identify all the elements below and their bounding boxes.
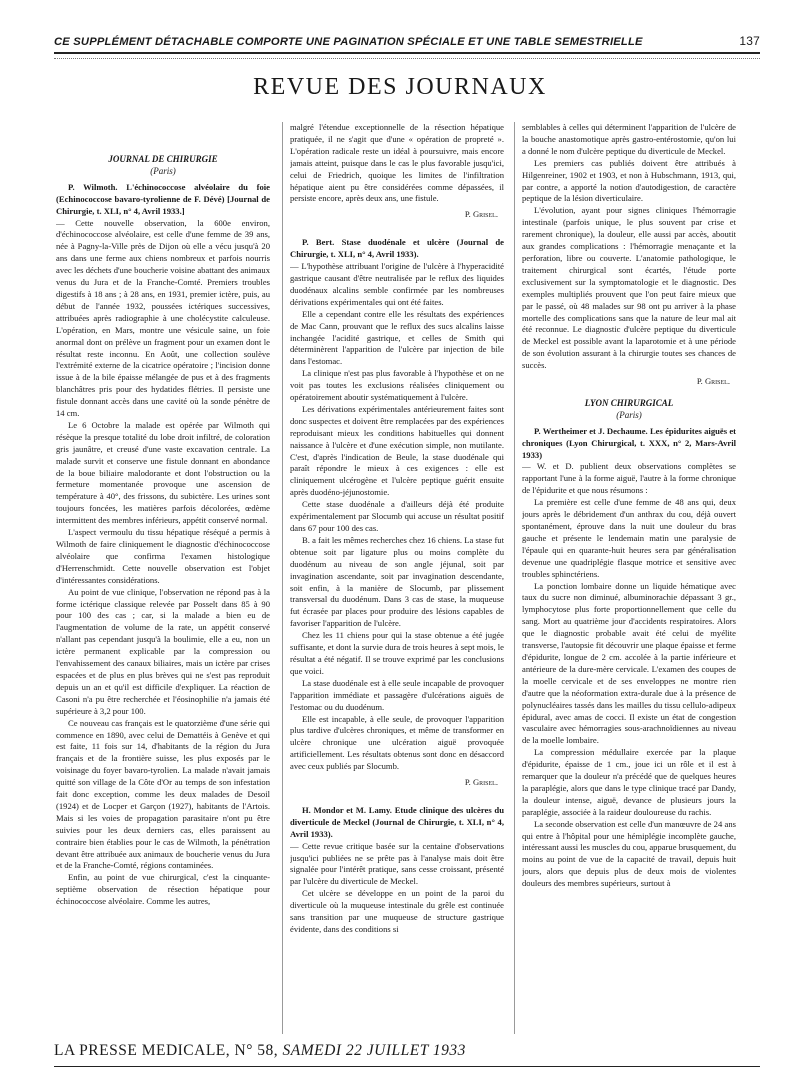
paragraph: Enfin, au point de vue chirurgical, c'est la cinquante-septième observation de résection hépatique pour échinococcose alvéolaire. Comme les autres,	[56, 872, 270, 907]
page-footer	[54, 1042, 760, 1060]
article-title: P. Wilmoth. L'échinococcose alvéolaire du foie (Echinococcose bavaro-tyrolienne de F. Dévé) [Journal de Chirurgie, t. XLI, n° 4, Avril 1933.]	[56, 181, 270, 216]
paragraph: Cette stase duodénale a d'ailleurs déjà été produite expérimentalement par Slocumb qui accuse un résultat positif dans 67 pour 100 des cas.	[290, 499, 504, 533]
paragraph: — W. et D. publient deux observations complètes se rapportant l'une à la forme aiguë, l'autre à la forme chronique de l'épidurite et que nous résumons :	[522, 461, 736, 496]
paragraph: La stase duodénale est à elle seule incapable de provoquer l'apparition immédiate et passagère d'ulcérations aiguës de l'estomac ou du duodénum.	[290, 677, 504, 712]
footer-date: SAMEDI 22 JUILLET 1933	[282, 1042, 466, 1059]
paragraph: Ce nouveau cas français est le quatorzième d'une série qui commence en 1890, avec celui de Demattéis à Genève et qui est faite, 11 fois sur 14, d'habitants de la région du Jura français et de la frontière suisse, les plus exposés par le voisinage du foyer bavaro-tyrolien. La malade n'avait jamais quitté son village de la Côte d'Or au temps de son infestation fait donc exception, comme les deux malades de Desoil (1924) et de Locper et Garçon (1927), habitants de l'Artois. Mais si les voies de propagation parasitaire n'ont pu être suivies pour les deux derniers cas, elles paraissent au contraire bien établies pour le cas de Wilmoth, la pénétration devant être attribuée aux animaux de boucherie venus du Jura et de la Franche-Comté, régions contaminées.	[56, 717, 270, 871]
journal-name: LYON CHIRURGICAL	[584, 397, 674, 408]
paragraph: La ponction lombaire donne un liquide hématique avec taux du sucre non diminué, albuminorachie dépassant 3 gr., lymphocytose plus forte proportionnellement que celle du sang. Mort au quatrième jour d'accidents respiratoires. Alors que le diagnostic probable avait été celui de myélite transverse, l'autopsie fit découvrir une plaque épaisse et ferme d'épidurite, longue de 2 cm. accolée à la partie inférieure et antérieure de la dure-mère cervicale. L'examen des coupes de la moelle cervicale et de ses enveloppes ne montre rien d'autre que la néoformation extra-durale due à la présence de polynucléaires tassés dans les mailles du tissu cellulo-adipeux épidural, avec amas de cocci. Il existe un état de congestion vasculaire avec hémorragies sous-arachnoïdiennes au niveau de la moelle lombaire.	[522, 580, 736, 746]
paragraph: Le 6 Octobre la malade est opérée par Wilmoth qui résèque la presque totalité du lobe droit infiltré, de coloration gris jaunâtre, et creusé d'une vaste excavation centrale. La malade survit et conserve une fistule donnant en abondance de la boue biliaire malodorante et dont l'obstruction ou la fermeture momentanée provoque une ascension de température à 40°, des frissons, du subictère. Les urines sont toujours foncées, les matières parfois décolorées, œdème intermittent des membres inférieurs, appétit conservé normal.	[56, 419, 270, 526]
paragraph: Cet ulcère se développe en un point de la paroi du diverticule où la muqueuse intestinale du grêle est continuée sans transition par une muqueuse de structure gastrique évidente, dans des conditions si	[290, 888, 504, 934]
paragraph: B. a fait les mêmes recherches chez 16 chiens. La stase fut obtenue soit par ligature plus ou moins complète du duodénum au niveau de son angle jéjunal, soit par invagination ascendante, soit par invagination descendante, soit enfin, à la manière de Slocumb, par plissement transversal du duodénum. Dans 3 cas de stase, la muqueuse fut écrasée par places pour produire des lésions capables de favoriser l'apparition de l'ulcère.	[290, 534, 504, 629]
article-heading	[290, 237, 504, 261]
header-rule	[54, 52, 760, 54]
journal-name: JOURNAL DE CHIRURGIE	[108, 154, 218, 164]
article-title: P. Bert. Stase duodénale et ulcère (Journal de Chirurgie, t. XLI, n° 4, Avril 1933).	[290, 237, 504, 260]
article-title: P. Wertheimer et J. Dechaume. Les épidurites aiguës et chroniques (Lyon Chirurgical, t. XXX, n° 2, Mars-Avril 1933)	[522, 425, 736, 460]
column-1	[56, 144, 270, 1036]
author-signature: P. Grisel.	[696, 376, 730, 387]
paragraph: L'aspect vermoulu du tissu hépatique réséqué a permis à Wilmoth de faire cliniquement le diagnostic d'échinococcose alvéolaire que confirma l'examen histologique d'Herrenschmidt. Cette nouvelle observation est l'objet d'intéressantes considérations.	[56, 527, 270, 585]
page-title: REVUE DES JOURNAUX	[253, 74, 547, 100]
paragraph: Au point de vue clinique, l'observation ne répond pas à la forme ictérique classique relevée par Posselt dans 85 à 90 pour 100 des cas ; car, si la malade a bien eu de l'augmentation de volume de la rate, un appétit conservé n'allant pas cependant jusqu'à la boulimie, elle a eu, non un ictère permanent explicable par la compression ou l'envahissement des canaux biliaires, mais un ictère par crises espacées et de plus en plus brèves qui ne s'est pas reproduit depuis un an et qu'il est difficile d'expliquer. La réaction de Casoni n'a pu être recherchée et l'éosinophilie n'a jamais été supérieure à 3,2 pour 100.	[56, 586, 270, 716]
author-signature: P. Grisel.	[464, 777, 498, 788]
footer-journal: LA PRESSE MEDICALE, N° 58,	[54, 1042, 279, 1059]
journal-city: (Paris)	[150, 165, 176, 176]
article-heading	[522, 426, 736, 462]
author-signature: P. Grisel.	[464, 209, 498, 220]
paragraph: La compression médullaire exercée par la plaque d'épidurite, épaisse de 1 cm., joue ici un rôle et il est à remarquer que la douleur n'a précédé que de quelques heures la paraplégie, alors que dans le type clinique tracé par Dandy, la douleur intense, aiguë, devance de plusieurs jours la paraplégie, associée à la raideur douloureuse du rachis.	[522, 747, 736, 817]
paragraph: La première est celle d'une femme de 48 ans qui, deux jours après le débridement d'un anthrax du cou, déjà ouvert spontanément, éprouve dans la nuit une douleur du bras gauche et présente le lendemain matin une paralysie de l'épaule qui en quarante-huit heures sera par généralisation devenue une quadriplégie flasque motrice et sensitive avec troubles sphinctériens.	[522, 497, 736, 579]
article-heading	[56, 182, 270, 218]
paragraph: — L'hypothèse attribuant l'origine de l'ulcère à l'hyperacidité gastrique causant d'être neutralisée par le reflux des liquides duodénaux alcalins semble confirmée par les nombreuses dérivations expérimentales qui ont été faites.	[290, 261, 504, 307]
paragraph: La clinique n'est pas plus favorable à l'hypothèse et on ne voit pas toutes les exclusions réalisées cliniquement ou opératoirement aboutir systématiquement à l'ulcère.	[290, 368, 504, 403]
journal-city: (Paris)	[616, 409, 642, 420]
paragraph: — Cette revue critique basée sur la centaine d'observations jusqu'ici publiées ne se prête pas à l'analyse mais doit être signalée pour l'intérêt pratique, sans cesse croissant, présenté par l'ulcère du diverticule de Meckel.	[290, 840, 504, 887]
journal-heading	[56, 154, 270, 178]
footer-rule	[54, 1066, 760, 1067]
column-divider	[282, 122, 283, 1034]
paragraph: Les dérivations expérimentales antérieurement faites sont donc suspectes et doivent être remplacées par des expériences reproduisant mieux les conditions habituelles qui donnent naissance à l'ulcère et d'une exécution simple, non mutilante. C'est, d'après l'indication de Beule, la stase duodénale qui paraît répondre le mieux à ces exigences : elle est cliniquement ulcérogène et l'ulcère peptique guérit ensuite après duodéno-jéjunostomie.	[290, 403, 504, 498]
paragraph: Elle a cependant contre elle les résultats des expériences de Mac Cann, prouvant que le reflux des sucs alcalins laisse inchangée l'acidité gastrique, et celles de Smith qui déterminèrent l'apparition de l'ulcère par injection de bile dans l'estomac.	[290, 308, 504, 367]
journal-heading	[522, 398, 736, 422]
header-banner: CE SUPPLÉMENT DÉTACHABLE COMPORTE UNE PAGINATION SPÉCIALE ET UNE TABLE SEMESTRIELLE	[54, 36, 643, 48]
paragraph: Les premiers cas publiés doivent être attribués à Hilgenreiner, 1902 et 1903, et non à Hubschmann, 1913, qui, par contre, a apporté la notion d'autodigestion, de caractère peptique de la lésion diverticulaire.	[522, 157, 736, 204]
paragraph: malgré l'étendue exceptionnelle de la résection hépatique pratiquée, il ne s'agit que d'une « opération de propreté ». L'opération radicale reste un idéal à poursuivre, mais encore jamais atteint, puisque dans le cas le plus favorable jusqu'ici, celui de Friedrich, quoique les limites de l'infiltration hépatique aient pu être considérées comme dépassées, il persiste encore, après deux ans, une fistule.	[290, 122, 504, 204]
article-title: H. Mondor et M. Lamy. Etude clinique des ulcères du diverticule de Meckel (Journal de Chirurgie, t. XLI, n° 4, Avril 1933).	[290, 804, 504, 839]
header-dotted-rule	[54, 58, 760, 59]
paragraph: semblables à celles qui déterminent l'apparition de l'ulcère de la bouche anastomotique après gastro-entérostomie, qu'on lui a donné le nom d'ulcère peptique du diverticule de Meckel.	[522, 122, 736, 156]
paragraph: L'évolution, ayant pour signes cliniques l'hémorragie intestinale (parfois unique, le plus souvent par crise et rarement chronique), la douleur, elle aussi par accès, aboutit aux grandes complications : l'hémorragie menaçante et la perforation, libre ou couverte. L'anatomie pathologique, le traitement chirurgical sont écartés, l'étude porte exclusivement sur la symptomatologie et le diagnostic. Des exemples multipliés prouvent que l'on peut faire mieux que par le passé, où 48 malades sur 98 ont pu arriver à la phase mortelle des complications sans que la nature de leur mal ait été reconnue. Le diagnostic d'ulcère peptique du diverticule de Meckel est possible avant la laparotomie et à une période de son évolution assurant à la chirurgie toutes ses chances de succès.	[522, 205, 736, 371]
paragraph: Elle est incapable, à elle seule, de provoquer l'apparition plus tardive d'ulcères chroniques, et même de transformer en ulcère chronique une ulcération aiguë provoquée artificiellement. Les résultats obtenus sont donc en désaccord avec ceux publiés par Slocumb.	[290, 713, 504, 772]
paragraph: — Cette nouvelle observation, la 600e environ, d'échinococcose alvéolaire, est celle d'une femme de 39 ans, née à Pagny-la-Ville près de Dijon où elle a vécu jusqu'à 20 ans dans une ferme aux chiens nombreux et parfois nourris avec les déchets d'une boucherie voisine abattant des animaux venus du Jura et de la Franche-Comté. Premiers troubles digestifs à 18 ans ; à 28 ans, en 1931, premier ictère, puis, au début de l'année 1932, poussées ictériques successives, attribuées après radiographie à une cholécystite calculeuse. L'opération, en Mars, montre une vésicule saine, un foie anormal dont on prélève un fragment pour un examen dont le résultat reste inconnu. En Août, une collection soulève l'extrémité externe de la cicatrice opératoire ; l'incision donne issue à de la bile épaisse mélangée de pus et à des fragments blanchâtres pris pour des hydatides flétries. Il persiste une fistule donnant accès dans une cavité où la sonde pénètre de 14 cm.	[56, 217, 270, 419]
paragraph: La seconde observation est celle d'un manœuvre de 24 ans qui entre à l'hôpital pour une hémiplégie incomplète gauche, intéressant aussi les muscles du cou, apparue brusquement, du moins au point de vue de la capacité de travail, depuis huit jours, alors que depuis plus de deux mois de violentes douleurs des membres supérieurs, surtout à	[522, 818, 736, 889]
column-divider	[514, 122, 515, 1034]
column-2	[290, 122, 504, 1036]
paragraph: Chez les 11 chiens pour qui la stase obtenue a été jugée suffisante, et dont la survie dura de trois heures à sept mois, le résultat a été négatif. Il se trouve exprimé par les conclusions que voici.	[290, 630, 504, 676]
page-number: 137	[739, 34, 760, 48]
article-heading	[290, 805, 504, 841]
running-header	[54, 34, 760, 48]
column-3	[522, 122, 736, 1036]
